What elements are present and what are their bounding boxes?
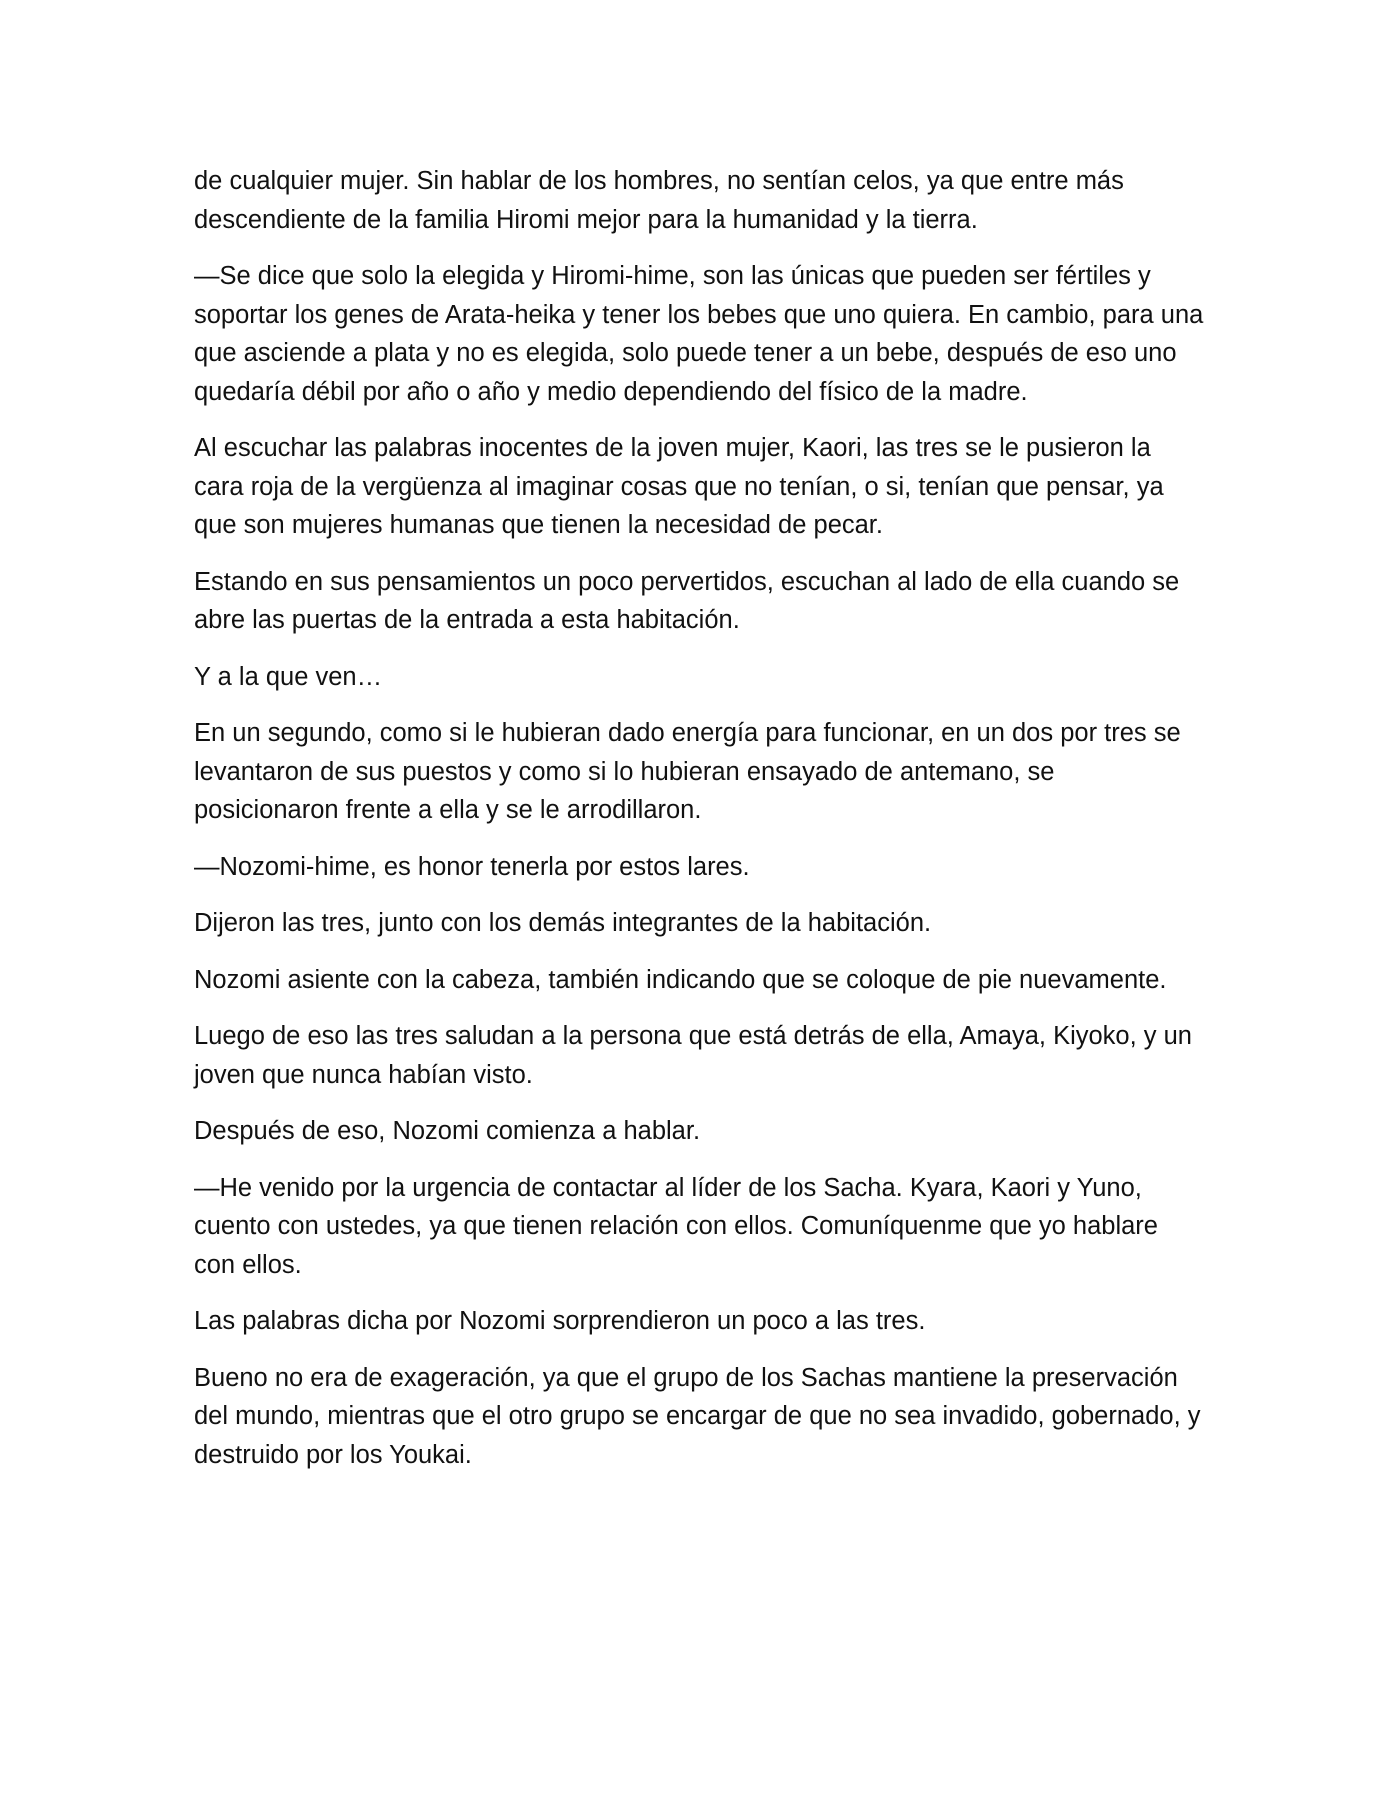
paragraph: —Nozomi-hime, es honor tenerla por estos lares. [194,852,750,881]
paragraph: Y a la que ven… [194,662,383,691]
paragraph: En un segundo, como si le hubieran dado energía para funcionar, en un dos por tres se levantaron de sus puestos y como si lo hubieran ensayado de antemano, se posicionaron frente a ella y se le arrodillaron. [194,719,1181,824]
paragraph: —He venido por la urgencia de contactar al líder de los Sacha. Kyara, Kaori y Yuno, cuento con ustedes, ya que tienen relación con ellos. Comuníquenme que yo hablare con ellos. [194,1173,1158,1279]
paragraph: de cualquier mujer. Sin hablar de los hombres, no sentían celos, ya que entre más descendiente de la familia Hiromi mejor para la humanidad y la tierra. [194,167,1124,234]
paragraph: Después de eso, Nozomi comienza a hablar. [194,1117,701,1145]
paragraph: Al escuchar las palabras inocentes de la joven mujer, Kaori, las tres se le pusieron la cara roja de la vergüenza al imaginar cosas que no tenían, o si, tenían que pensar, ya que son mujeres humanas que tienen la necesidad de pecar. [194,434,1164,539]
paragraph: Estando en sus pensamientos un poco pervertidos, escuchan al lado de ella cuando se abre las puertas de la entrada a esta habitación. [194,567,1180,634]
paragraph: —Se dice que solo la elegida y Hiromi-hime, son las únicas que pueden ser fértiles y soportar los genes de Arata-heika y tener los bebes que uno quiera. En cambio, para una que asciende a plata y no es elegida, solo puede tener a un bebe, después de eso uno quedaría débil por año o año y medio dependiendo del físico de la madre. [194,262,1204,406]
document-body [194,162,1204,1492]
paragraph: Dijeron las tres, junto con los demás integrantes de la habitación. [194,909,932,937]
paragraph: Las palabras dicha por Nozomi sorprendieron un poco a las tres. [194,1307,926,1335]
paragraph: Luego de eso las tres saludan a la persona que está detrás de ella, Amaya, Kiyoko, y un joven que nunca habían visto. [194,1022,1192,1089]
paragraph: Bueno no era de exageración, ya que el grupo de los Sachas mantiene la preservación del mundo, mientras que el otro grupo se encargar de que no sea invadido, gobernado, y destruido por los Youkai. [194,1363,1201,1469]
paragraph: Nozomi asiente con la cabeza, también indicando que se coloque de pie nuevamente. [194,965,1167,994]
